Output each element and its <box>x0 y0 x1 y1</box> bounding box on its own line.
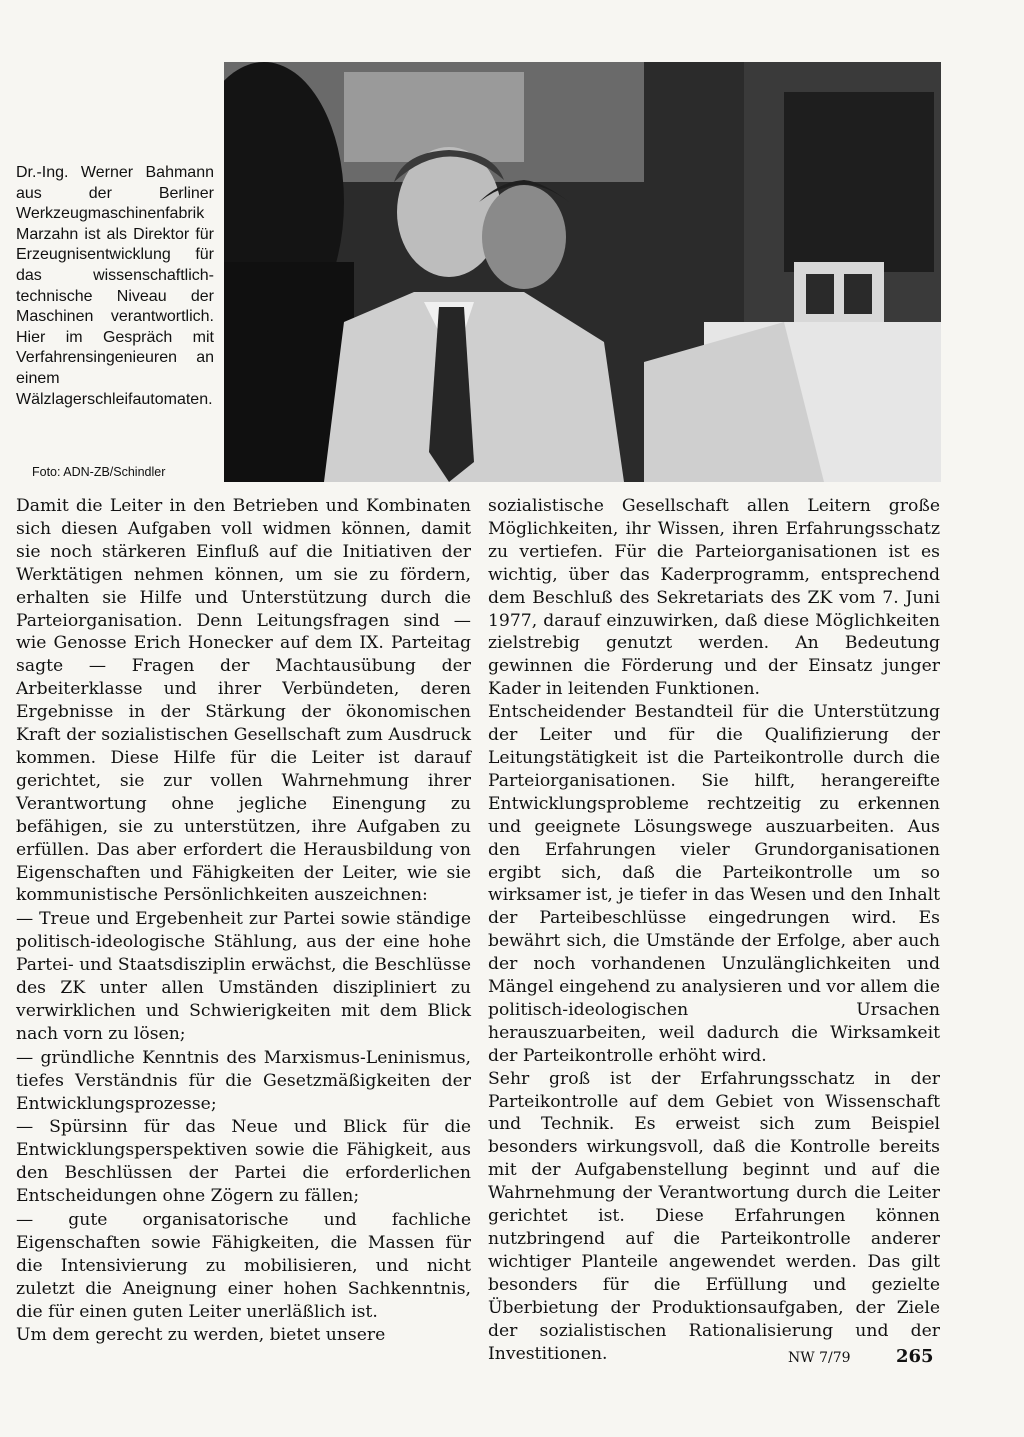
issue-code: NW 7/79 <box>788 1350 851 1366</box>
list-item-2: — gründliche Kenntnis des Marxismus-Leninismus, tiefes Verständnis für die Gesetzmäßigkeiten der Entwicklungsprozesse; <box>16 1047 471 1114</box>
list-item-3: — Spürsinn für das Neue und Blick für die Entwicklungsperspektiven sowie die Fähigkeit, aus den Beschlüssen der Partei die erforderlichen Entscheidungen ohne Zögern zu fällen; <box>16 1117 471 1207</box>
left-paragraph-end: Um dem gerecht zu werden, bietet unsere <box>16 1324 386 1345</box>
photo-credit: Foto: ADN-ZB/Schindler <box>32 465 166 479</box>
list-item-1: — Treue und Ergebenheit zur Partei sowie ständige politisch-ideologische Stählung, aus der eine hohe Partei- und Staatsdisziplin erwächst, die Beschlüsse des ZK unter allen Umständen diszipliniert zu verwirklichen und Schwierigkeiten mit dem Blick nach vorn zu lösen; <box>16 909 471 1044</box>
right-paragraph-3: Sehr groß ist der Erfahrungsschatz in der Parteikontrolle auf dem Gebiet von Wissenschaft und Technik. Es erweist sich zum Beispiel besonders wirkungsvoll, daß die Kontrolle bereits mit der Aufgabenstellung beginnt und auf die Wahrnehmung der Verantwortung durch die Leiter gerichtet ist. Diese Erfahrungen können nutzbringend auf die Parteikontrolle anderer wichtiger Planteile angewendet werden. Das gilt besonders für die Erfüllung und gezielte Überbietung der Produktionsaufgaben, der Ziele der sozialistischen Rationalisierung und der Investitionen. <box>488 1068 940 1364</box>
right-column <box>488 495 940 1365</box>
photo-caption: Dr.-Ing. Werner Bahmann aus der Berliner Werkzeugmaschinenfabrik Marzahn ist als Direktor für Erzeugnisentwicklung für das wissenschaftlich-technische Niveau der Maschinen verantwortlich. Hier im Gespräch mit Verfahrensingenieuren an einem Wälzlagerschleifautomaten. <box>16 164 214 408</box>
page-number: 265 <box>896 1346 934 1367</box>
right-paragraph-2: Entscheidender Bestandteil für die Unterstützung der Leiter und für die Qualifizierung der Leitungstätigkeit ist die Parteikontrolle durch die Parteiorganisationen. Sie hilft, herangereifte Entwicklungsprobleme rechtzeitig zu erkennen und geeignete Lösungswege auszuarbeiten. Aus den Erfahrungen vieler Grundorganisationen ergibt sich, daß die Parteikontrolle um so wirksamer ist, je tiefer in das Wesen und den Inhalt der Parteibeschlüsse eingedrungen wird. Es bewährt sich, die Umstände der Erfolge, aber auch der noch vorhandenen Unzulänglichkeiten und Mängel eingehend zu analysieren und vor allem die politisch-ideologischen Ursachen herauszuarbeiten, weil dadurch die Wirksamkeit der Parteikontrolle erhöht wird. <box>488 702 940 1066</box>
right-paragraph-1: sozialistische Gesellschaft allen Leitern große Möglichkeiten, ihr Wissen, ihren Erfahrungsschatz zu vertiefen. Für die Parteiorganisationen ist es wichtig, über das Kaderprogramm, entsprechend dem Beschluß des Sekretariats des ZK vom 7. Juni 1977, darauf einzuwirken, daß diese Möglichkeiten zielstrebig genutzt werden. An Bedeutung gewinnen die Förderung und der Einsatz junger Kader in leitenden Funktionen. <box>488 496 940 700</box>
list-item-4: — gute organisatorische und fachliche Eigenschaften sowie Fähigkeiten, die Massen für die Intensivierung zu mobilisieren, und nicht zuletzt die Aneignung einer hohen Sachkenntnis, die für einen guten Leiter unerläßlich ist. <box>16 1210 471 1322</box>
left-column <box>16 495 471 1347</box>
left-paragraph-1: Damit die Leiter in den Betrieben und Kombinaten sich diesen Aufgaben voll widmen können, damit sie noch stärkeren Einfluß auf die Initiativen der Werktätigen nehmen können, um sie zu fördern, erhalten sie Hilfe und Unterstützung durch die Parteiorganisation. Denn Leitungsfragen sind — wie Genosse Erich Honecker auf dem IX. Parteitag sagte — Fragen der Machtausübung der Arbeiterklasse und ihrer Verbündeten, deren Ergebnisse in der Stärkung der ökonomischen Kraft der sozialistischen Gesellschaft zum Ausdruck kommen. Diese Hilfe für die Leiter ist darauf gerichtet, sie zur vollen Wahrnehmung ihrer Verantwortung ohne jegliche Einengung zu befähigen, sie zu unterstützen, ihre Aufgaben zu erfüllen. Das aber erfordert die Herausbildung von Eigenschaften und Fähigkeiten der Leiter, wie sie kommunistische Persönlichkeiten auszeichnen: <box>16 496 471 906</box>
photo-engineers-at-machine <box>224 62 941 482</box>
